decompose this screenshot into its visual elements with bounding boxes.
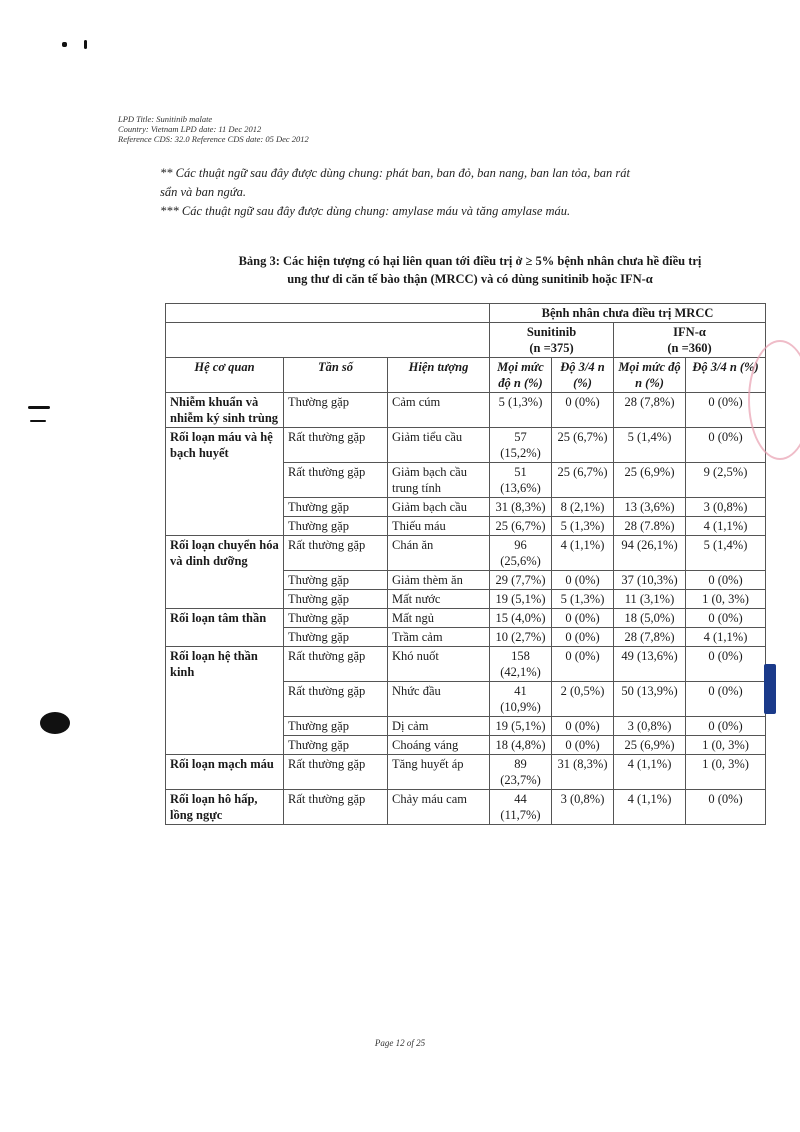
- organ-system-cell: Rối loạn máu và hệ bạch huyết: [166, 428, 284, 536]
- value-cell: 25 (6,9%): [614, 463, 686, 498]
- value-cell: 89 (23,7%): [490, 755, 552, 790]
- organ-system-cell: Rối loạn mạch máu: [166, 755, 284, 790]
- value-cell: 0 (0%): [686, 717, 766, 736]
- value-cell: 19 (5,1%): [490, 590, 552, 609]
- footnote-line: ** Các thuật ngữ sau đây được dùng chung: phát ban, ban đỏ, ban nang, ban lan tỏa, ban rát: [160, 166, 630, 180]
- scan-mark: [28, 406, 50, 409]
- frequency-cell: Thường gặp: [284, 498, 388, 517]
- value-cell: 0 (0%): [552, 393, 614, 428]
- caption-line-1: Bảng 3: Các hiện tượng có hại liên quan tới điều trị ở ≥ 5% bệnh nhân chưa hề điều trị: [238, 254, 702, 268]
- page-footer: Page 12 of 25: [374, 1038, 426, 1048]
- col-ifn-all: Mọi mức độ n (%): [614, 358, 686, 393]
- value-cell: 0 (0%): [686, 571, 766, 590]
- value-cell: 10 (2,7%): [490, 628, 552, 647]
- value-cell: 4 (1,1%): [686, 628, 766, 647]
- value-cell: 31 (8,3%): [552, 755, 614, 790]
- footnote-line: sẩn và ban ngứa.: [160, 185, 246, 199]
- value-cell: 1 (0, 3%): [686, 736, 766, 755]
- value-cell: 2 (0,5%): [552, 682, 614, 717]
- event-cell: Choáng váng: [388, 736, 490, 755]
- header-blank: [166, 304, 490, 323]
- frequency-cell: Rất thường gặp: [284, 428, 388, 463]
- event-cell: Dị cảm: [388, 717, 490, 736]
- scan-mark: [30, 420, 46, 422]
- value-cell: 4 (1,1%): [614, 790, 686, 825]
- frequency-cell: Thường gặp: [284, 590, 388, 609]
- event-cell: Trầm cảm: [388, 628, 490, 647]
- value-cell: 25 (6,7%): [552, 463, 614, 498]
- value-cell: 25 (6,7%): [552, 428, 614, 463]
- table-row: [166, 536, 766, 571]
- value-cell: 11 (3,1%): [614, 590, 686, 609]
- value-cell: 13 (3,6%): [614, 498, 686, 517]
- value-cell: 37 (10,3%): [614, 571, 686, 590]
- table-row: [166, 393, 766, 428]
- event-cell: Nhức đầu: [388, 682, 490, 717]
- header-line-1: LPD Title: Sunitinib malate: [118, 114, 213, 124]
- value-cell: 18 (4,8%): [490, 736, 552, 755]
- value-cell: 5 (1,4%): [686, 536, 766, 571]
- footnote-line: *** Các thuật ngữ sau đây được dùng chung: amylase máu và tăng amylase máu.: [160, 204, 571, 218]
- table-row: [166, 609, 766, 628]
- value-cell: 0 (0%): [686, 428, 766, 463]
- drug2-name: IFN-α: [673, 325, 706, 339]
- value-cell: 5 (1,3%): [552, 590, 614, 609]
- value-cell: 44 (11,7%): [490, 790, 552, 825]
- value-cell: 1 (0, 3%): [686, 590, 766, 609]
- value-cell: 0 (0%): [552, 571, 614, 590]
- value-cell: 8 (2,1%): [552, 498, 614, 517]
- value-cell: 9 (2,5%): [686, 463, 766, 498]
- value-cell: 0 (0%): [686, 647, 766, 682]
- value-cell: 28 (7.8%): [614, 517, 686, 536]
- value-cell: 0 (0%): [686, 609, 766, 628]
- col-event: Hiện tượng: [388, 358, 490, 393]
- value-cell: 4 (1,1%): [552, 536, 614, 571]
- value-cell: 0 (0%): [552, 628, 614, 647]
- value-cell: 3 (0,8%): [614, 717, 686, 736]
- col-sunitinib-all: Mọi mức độ n (%): [490, 358, 552, 393]
- value-cell: 0 (0%): [552, 736, 614, 755]
- value-cell: 0 (0%): [686, 790, 766, 825]
- frequency-cell: Thường gặp: [284, 736, 388, 755]
- value-cell: 57 (15,2%): [490, 428, 552, 463]
- value-cell: 96 (25,6%): [490, 536, 552, 571]
- event-cell: Giảm bạch cầu trung tính: [388, 463, 490, 498]
- event-cell: Giảm tiểu cầu: [388, 428, 490, 463]
- frequency-cell: Rất thường gặp: [284, 463, 388, 498]
- frequency-cell: Rất thường gặp: [284, 647, 388, 682]
- organ-system-cell: Rối loạn hệ thần kinh: [166, 647, 284, 755]
- scan-mark: [764, 664, 776, 714]
- value-cell: 158 (42,1%): [490, 647, 552, 682]
- value-cell: 5 (1,4%): [614, 428, 686, 463]
- value-cell: 15 (4,0%): [490, 609, 552, 628]
- event-cell: Mất nước: [388, 590, 490, 609]
- drug1-n: (n =375): [529, 341, 574, 355]
- event-cell: Khó nuốt: [388, 647, 490, 682]
- frequency-cell: Thường gặp: [284, 571, 388, 590]
- frequency-cell: Rất thường gặp: [284, 755, 388, 790]
- table-row: [166, 428, 766, 463]
- group-header: Bệnh nhân chưa điều trị MRCC: [490, 304, 766, 323]
- value-cell: 0 (0%): [686, 682, 766, 717]
- header-blank: [166, 323, 490, 358]
- scan-mark: [84, 40, 87, 49]
- value-cell: 50 (13,9%): [614, 682, 686, 717]
- col-system: Hệ cơ quan: [166, 358, 284, 393]
- drug1-name: Sunitinib: [526, 325, 577, 339]
- value-cell: 19 (5,1%): [490, 717, 552, 736]
- document-header: [118, 114, 309, 144]
- frequency-cell: Thường gặp: [284, 609, 388, 628]
- value-cell: 94 (26,1%): [614, 536, 686, 571]
- value-cell: 4 (1,1%): [686, 517, 766, 536]
- frequency-cell: Thường gặp: [284, 628, 388, 647]
- table-caption: [160, 252, 780, 288]
- header-line-2: Country: Vietnam LPD date: 11 Dec 2012: [118, 124, 262, 134]
- value-cell: 18 (5,0%): [614, 609, 686, 628]
- col-frequency: Tần số: [284, 358, 388, 393]
- event-cell: Chán ăn: [388, 536, 490, 571]
- caption-line-2: ung thư di căn tế bào thận (MRCC) và có dùng sunitinib hoặc IFN-α: [287, 272, 653, 286]
- frequency-cell: Rất thường gặp: [284, 790, 388, 825]
- organ-system-cell: Rối loạn tâm thần: [166, 609, 284, 647]
- value-cell: 28 (7,8%): [614, 393, 686, 428]
- frequency-cell: Rất thường gặp: [284, 536, 388, 571]
- event-cell: Tăng huyết áp: [388, 755, 490, 790]
- drug2-n: (n =360): [667, 341, 712, 355]
- value-cell: 51 (13,6%): [490, 463, 552, 498]
- frequency-cell: Thường gặp: [284, 393, 388, 428]
- value-cell: 5 (1,3%): [552, 517, 614, 536]
- scan-mark: [40, 712, 70, 734]
- frequency-cell: Thường gặp: [284, 717, 388, 736]
- value-cell: 41 (10,9%): [490, 682, 552, 717]
- footnotes: [160, 164, 800, 221]
- event-cell: Giảm thèm ăn: [388, 571, 490, 590]
- value-cell: 0 (0%): [552, 609, 614, 628]
- header-line-3: Reference CDS: 32.0 Reference CDS date: 05 Dec 2012: [118, 134, 309, 144]
- organ-system-cell: Rối loạn chuyển hóa và dinh dưỡng: [166, 536, 284, 609]
- event-cell: Thiếu máu: [388, 517, 490, 536]
- value-cell: 3 (0,8%): [552, 790, 614, 825]
- value-cell: 49 (13,6%): [614, 647, 686, 682]
- value-cell: 3 (0,8%): [686, 498, 766, 517]
- value-cell: 28 (7,8%): [614, 628, 686, 647]
- frequency-cell: Rất thường gặp: [284, 682, 388, 717]
- value-cell: 0 (0%): [552, 647, 614, 682]
- adverse-events-table: [165, 303, 766, 825]
- scan-mark: [62, 42, 67, 47]
- col-ifn-grade34: Độ 3/4 n (%): [686, 358, 766, 393]
- value-cell: 29 (7,7%): [490, 571, 552, 590]
- value-cell: 1 (0, 3%): [686, 755, 766, 790]
- event-cell: Cảm cúm: [388, 393, 490, 428]
- value-cell: 25 (6,7%): [490, 517, 552, 536]
- event-cell: Giảm bạch cầu: [388, 498, 490, 517]
- value-cell: 0 (0%): [686, 393, 766, 428]
- table-row: [166, 647, 766, 682]
- table-row: [166, 755, 766, 790]
- event-cell: Mất ngủ: [388, 609, 490, 628]
- frequency-cell: Thường gặp: [284, 517, 388, 536]
- drug1-header: [490, 323, 614, 358]
- organ-system-cell: Nhiễm khuẩn và nhiễm ký sinh trùng: [166, 393, 284, 428]
- event-cell: Chảy máu cam: [388, 790, 490, 825]
- value-cell: 25 (6,9%): [614, 736, 686, 755]
- table-body: [166, 393, 766, 825]
- drug2-header: [614, 323, 766, 358]
- value-cell: 0 (0%): [552, 717, 614, 736]
- organ-system-cell: Rối loạn hô hấp, lồng ngực: [166, 790, 284, 825]
- col-sunitinib-grade34: Độ 3/4 n (%): [552, 358, 614, 393]
- table-row: [166, 790, 766, 825]
- value-cell: 31 (8,3%): [490, 498, 552, 517]
- value-cell: 4 (1,1%): [614, 755, 686, 790]
- value-cell: 5 (1,3%): [490, 393, 552, 428]
